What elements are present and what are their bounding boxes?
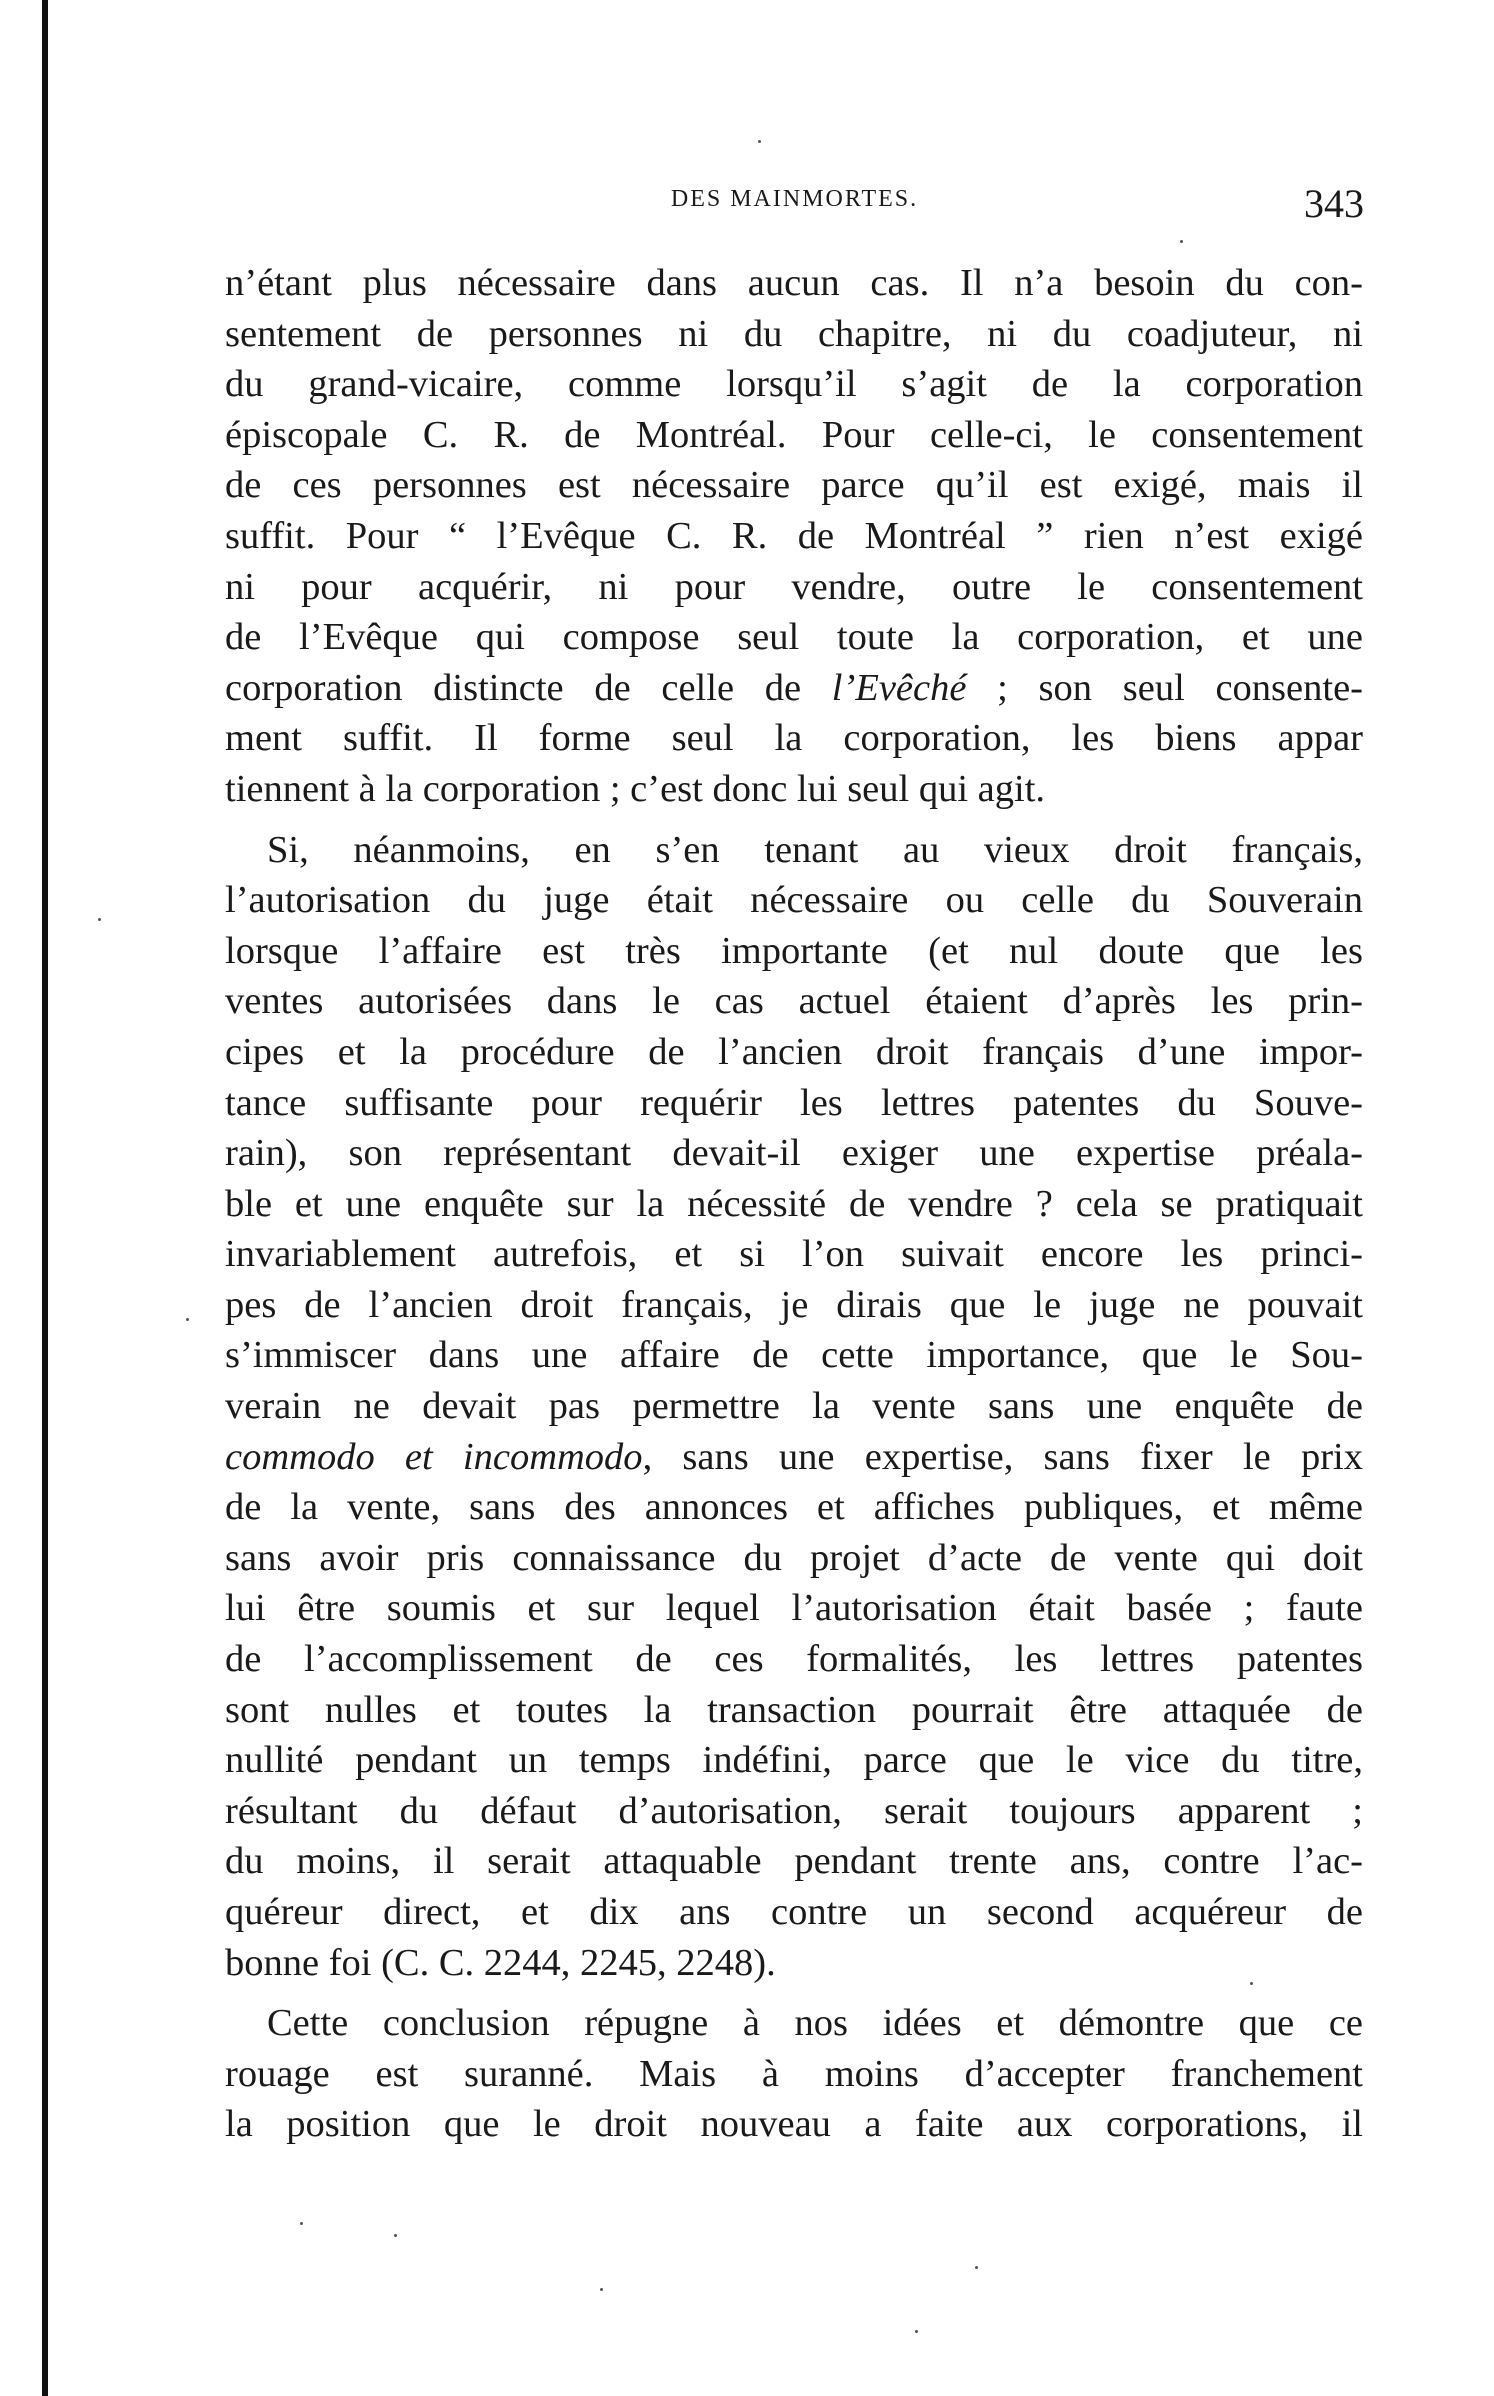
running-title: DES MAINMORTES. <box>670 186 919 212</box>
speck <box>186 1318 189 1321</box>
page-number: 343 <box>1304 181 1364 226</box>
text-line: rain), son représentant devait-il exiger une expertise préala- <box>225 1132 1363 1175</box>
paragraph-2 <box>225 825 1363 1989</box>
text-line: corporation distincte de celle de l’Evêché ; son seul consente- <box>225 666 1363 709</box>
text-line: bonne foi (C. C. 2244, 2245, 2248). <box>225 1941 776 1984</box>
speck <box>915 2330 918 2333</box>
text-line: ment suffit. Il forme seul la corporation, les biens appar <box>225 717 1363 760</box>
speck <box>300 2222 303 2225</box>
text-line: quéreur direct, et dix ans contre un second acquéreur de <box>225 1891 1363 1933</box>
speck <box>1250 1982 1253 1985</box>
paragraph-1 <box>225 258 1363 815</box>
paragraph-3 <box>225 1998 1363 2150</box>
text-line: sentement de personnes ni du chapitre, ni du coadjuteur, ni <box>225 312 1363 355</box>
speck <box>98 918 101 921</box>
text-line: Si, néanmoins, en s’en tenant au vieux droit français, <box>267 828 1363 871</box>
text-line: du moins, il serait attaquable pendant trente ans, contre l’ac- <box>225 1840 1363 1883</box>
text-line: l’autorisation du juge était nécessaire ou celle du Souverain <box>225 879 1363 922</box>
text-line: tance suffisante pour requérir les lettres patentes du Souve- <box>225 1081 1363 1124</box>
speck <box>758 140 761 143</box>
text-line: ventes autorisées dans le cas actuel étaient d’après les prin- <box>225 980 1363 1023</box>
text-line: cipes et la procédure de l’ancien droit français d’une impor- <box>225 1030 1363 1073</box>
speck <box>600 2288 603 2291</box>
text-line: de ces personnes est nécessaire parce qu’il est exigé, mais il <box>225 464 1363 507</box>
text-line: ni pour acquérir, ni pour vendre, outre le consentement <box>225 565 1363 608</box>
text-line: rouage est suranné. Mais à moins d’accepter franchement <box>225 2052 1363 2095</box>
text-line: invariablement autrefois, et si l’on suivait encore les princi- <box>225 1233 1363 1276</box>
page-edge-rule <box>42 0 48 2396</box>
text-line: suffit. Pour “ l’Evêque C. R. de Montréal ” rien n’est exigé <box>225 514 1363 557</box>
text-line: s’immiscer dans une affaire de cette importance, que le Sou- <box>225 1334 1363 1377</box>
text-line: lorsque l’affaire est très importante (et nul doute que les <box>225 929 1363 972</box>
text-line: pes de l’ancien droit français, je dirais que le juge ne pouvait <box>225 1283 1363 1326</box>
text-line: verain ne devait pas permettre la vente sans une enquête de <box>225 1385 1363 1428</box>
text-line: ble et une enquête sur la nécessité de vendre ? cela se pratiquait <box>225 1182 1363 1225</box>
text-line: commodo et incommodo, sans une expertise, sans fixer le prix <box>225 1435 1363 1478</box>
text-line: lui être soumis et sur lequel l’autorisation était basée ; faute <box>225 1587 1363 1630</box>
text-line: résultant du défaut d’autorisation, serait toujours apparent ; <box>225 1789 1363 1832</box>
text-line: Cette conclusion répugne à nos idées et démontre que ce <box>267 2002 1363 2045</box>
text-line: du grand-vicaire, comme lorsqu’il s’agit de la corporation <box>225 363 1363 406</box>
text-line: la position que le droit nouveau a faite aux corporations, il <box>225 2103 1363 2146</box>
text-line: sans avoir pris connaissance du projet d’acte de vente qui doit <box>225 1536 1363 1579</box>
text-line: n’étant plus nécessaire dans aucun cas. Il n’a besoin du con- <box>225 262 1363 304</box>
body-text <box>225 258 1363 2150</box>
text-line: épiscopale C. R. de Montréal. Pour celle-ci, le consentement <box>225 413 1363 456</box>
text-line: de l’Evêque qui compose seul toute la corporation, et une <box>225 616 1363 659</box>
speck <box>975 2266 978 2269</box>
speck <box>394 2234 397 2237</box>
text-line: tiennent à la corporation ; c’est donc lui seul qui agit. <box>225 767 1046 810</box>
text-line: de l’accomplissement de ces formalités, les lettres patentes <box>225 1638 1363 1681</box>
text-line: nullité pendant un temps indéfini, parce que le vice du titre, <box>225 1739 1363 1782</box>
page-header <box>225 180 1364 228</box>
speck <box>1180 240 1183 243</box>
text-line: sont nulles et toutes la transaction pourrait être attaquée de <box>225 1688 1363 1731</box>
text-line: de la vente, sans des annonces et affiches publiques, et même <box>225 1486 1363 1529</box>
